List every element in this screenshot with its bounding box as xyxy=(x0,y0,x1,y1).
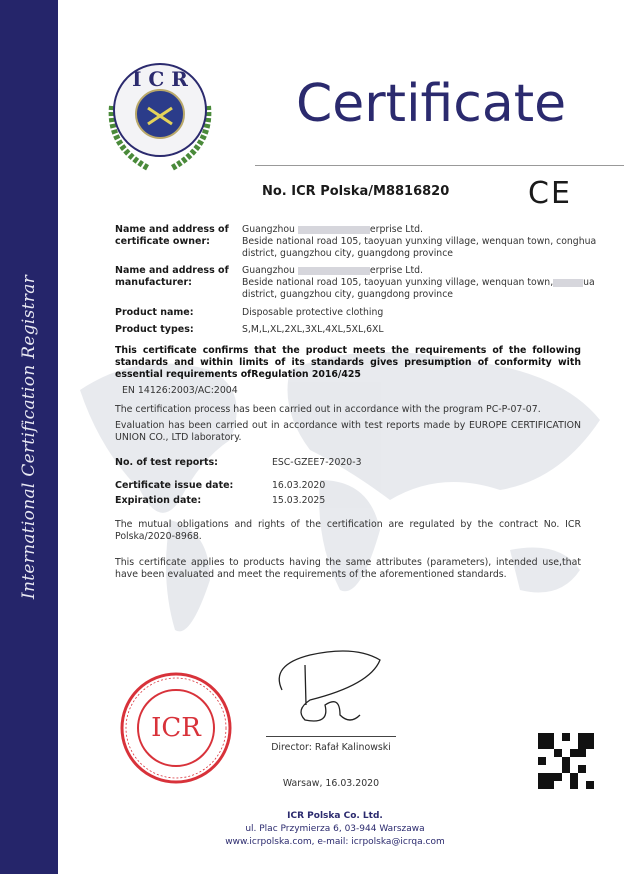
manufacturer-address-1-end: ua xyxy=(583,277,595,289)
title-divider xyxy=(255,165,624,166)
director-name: Director: Rafał Kalinowski xyxy=(271,742,391,753)
sidebar-text: International Certification Registrar xyxy=(19,274,39,600)
product-types-label: Product types: xyxy=(115,324,194,335)
footer xyxy=(180,810,490,849)
product-name-label: Product name: xyxy=(115,307,194,318)
owner-address-1: Beside national road 105, taoyuan yunxing village, wenquan town, conghua xyxy=(242,236,597,248)
svg-text:I C R: I C R xyxy=(132,67,188,91)
manufacturer-value xyxy=(242,265,595,302)
obligations-text: The mutual obligations and rights of the certification are regulated by the contract No. ICR Polska/2020-8968. xyxy=(115,519,581,542)
product-types-value: S,M,L,XL,2XL,3XL,4XL,5XL,6XL xyxy=(242,324,384,335)
issue-date-value: 16.03.2020 xyxy=(272,480,326,491)
redaction xyxy=(298,267,370,275)
evaluation-text: Evaluation has been carried out in accordance with test reports made by EUROPE CERTIFICATION UNION CO., LTD laboratory. xyxy=(115,420,581,443)
owner-address-2: district, guangzhou city, guangdong province xyxy=(242,248,454,260)
expiration-date-label: Expiration date: xyxy=(115,495,202,506)
process-text: The certification process has been carried out in accordance with the program PC-P-07-07. xyxy=(115,404,541,415)
owner-name-suffix: erprise Ltd. xyxy=(369,224,423,235)
issue-date-label: Certificate issue date: xyxy=(115,480,234,491)
expiration-date-value: 15.03.2025 xyxy=(272,495,326,506)
manufacturer-label xyxy=(115,265,240,289)
manufacturer-address-1: Beside national road 105, taoyuan yunxing village, wenquan town, xyxy=(242,277,554,289)
place-date: Warsaw, 16.03.2020 xyxy=(282,778,380,789)
owner-label-line1: Name and address of xyxy=(115,224,229,235)
manufacturer-label-line2: manufacturer: xyxy=(115,277,192,288)
footer-address: ul. Plac Przymierza 6, 03-944 Warszawa xyxy=(245,824,425,834)
manufacturer-address-2: district, guangzhou city, guangdong province xyxy=(242,289,454,301)
owner-value xyxy=(242,224,597,261)
redaction xyxy=(298,226,370,234)
footer-company: ICR Polska Co. Ltd. xyxy=(287,811,383,821)
icr-stamp xyxy=(118,670,234,786)
confirmation-text: This certificate confirms that the product meets the requirements of the following standards and within limits of its standards gives presumption of conformity with essential requirements ofRegulation 2016/425 xyxy=(115,345,581,380)
page-title: Certificate xyxy=(296,74,567,134)
icr-logo xyxy=(98,56,222,176)
signature-line xyxy=(266,736,396,737)
footer-contact[interactable]: www.icrpolska.com, e-mail: icrpolska@icrqa.com xyxy=(225,837,445,847)
svg-text:ICR: ICR xyxy=(151,713,201,743)
applies-text: This certificate applies to products having the same attributes (parameters), intended use,that have been evaluated and meet the requirements of the aforementioned standards. xyxy=(115,557,581,580)
signature xyxy=(270,645,380,735)
redaction xyxy=(553,279,583,287)
test-reports-label: No. of test reports: xyxy=(115,457,218,468)
manufacturer-label-line1: Name and address of xyxy=(115,265,229,276)
certificate-number: No. ICR Polska/M8816820 xyxy=(262,184,450,199)
qr-code[interactable] xyxy=(538,733,594,789)
owner-label-line2: certificate owner: xyxy=(115,236,210,247)
owner-label xyxy=(115,224,240,248)
test-reports-value: ESC-GZEE7-2020-3 xyxy=(272,457,362,468)
manufacturer-name-suffix: erprise Ltd. xyxy=(369,265,423,276)
manufacturer-name-prefix: Guangzhou xyxy=(242,265,295,276)
owner-name-prefix: Guangzhou xyxy=(242,224,295,235)
sidebar-band xyxy=(0,0,58,874)
ce-mark: CE xyxy=(528,176,572,211)
standard: EN 14126:2003/AC:2004 xyxy=(122,385,238,396)
product-name-value: Disposable protective clothing xyxy=(242,307,384,318)
